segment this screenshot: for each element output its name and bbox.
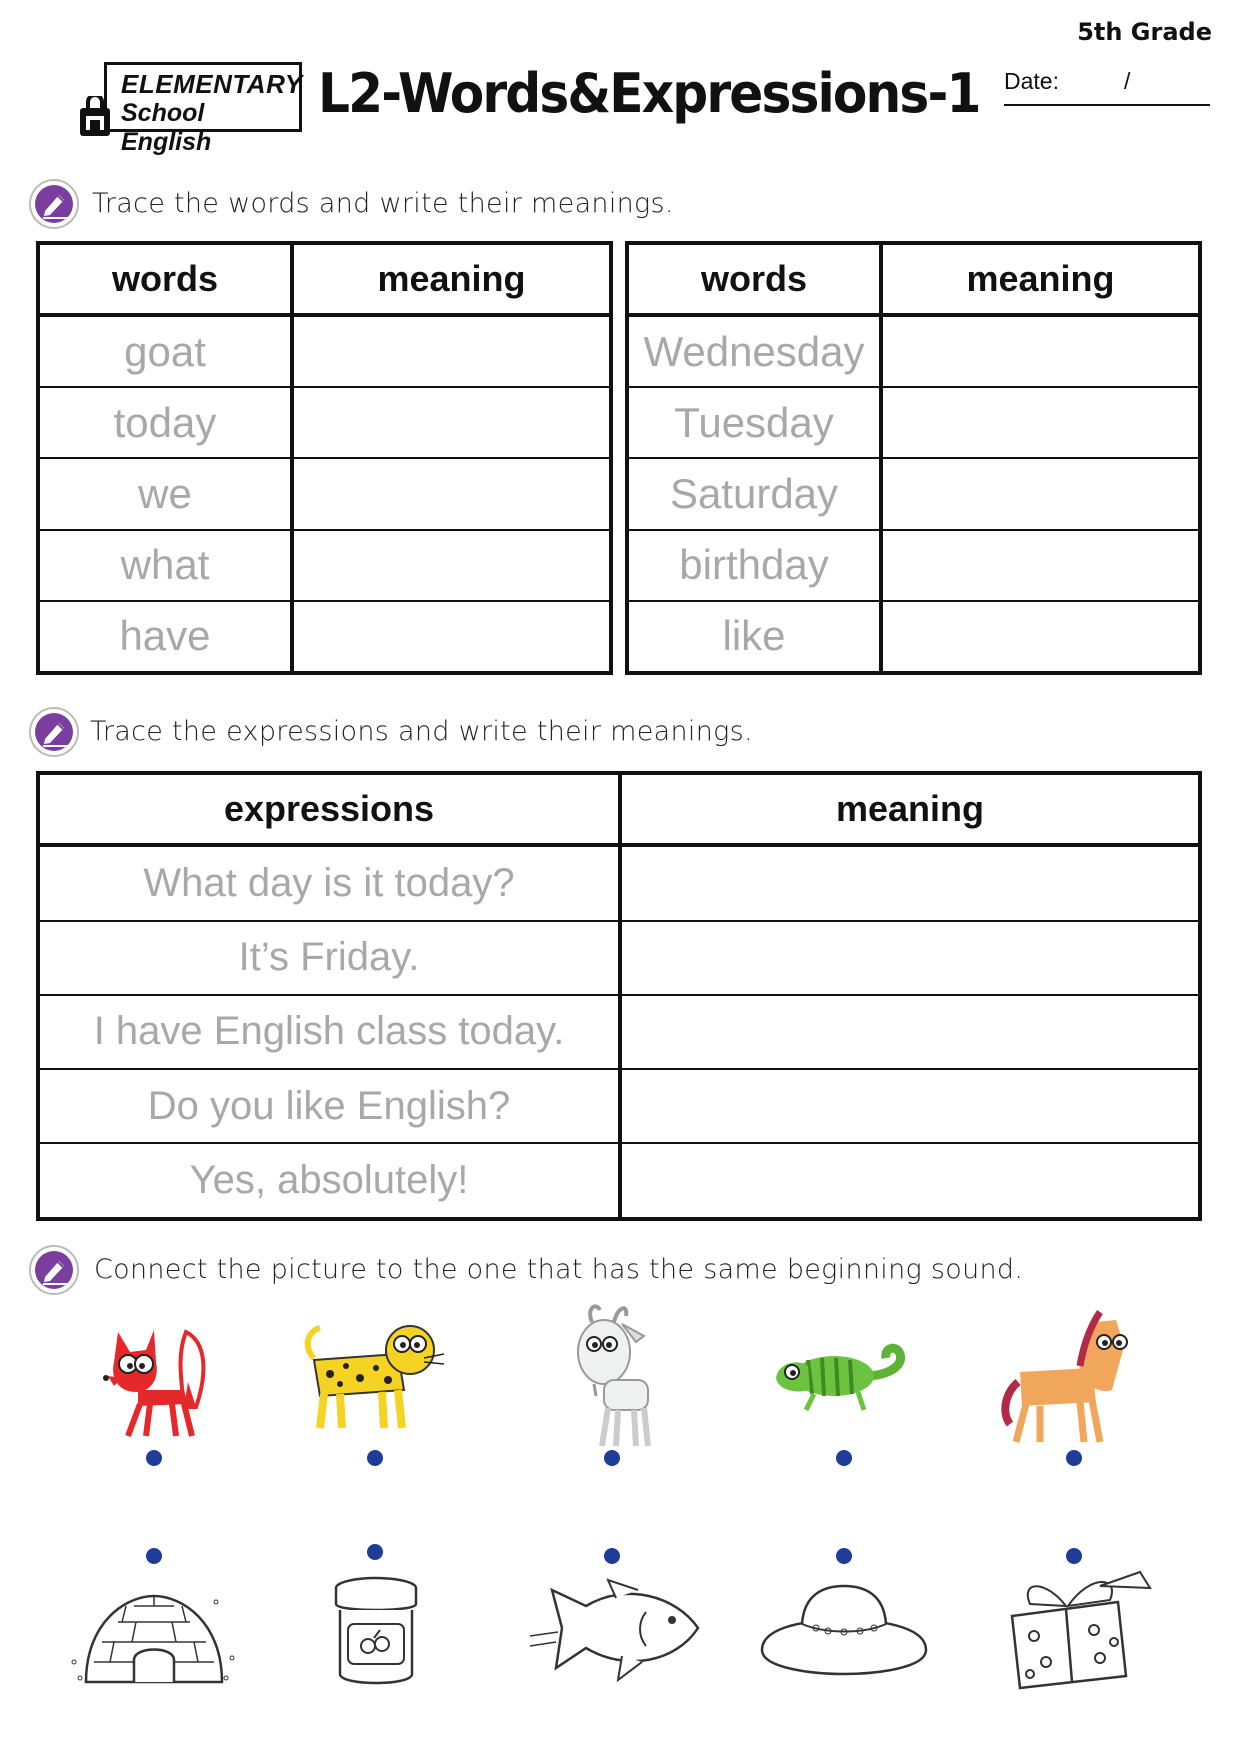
meaning-cell[interactable] xyxy=(292,387,611,458)
pencil-icon xyxy=(28,1244,80,1296)
trace-word: Saturday xyxy=(627,458,881,529)
igloo-picture xyxy=(66,1582,240,1692)
trace-expression: I have English class today. xyxy=(38,995,620,1069)
trace-word: Tuesday xyxy=(627,387,881,458)
fox-picture xyxy=(88,1312,218,1442)
trace-expression: What day is it today? xyxy=(38,845,620,921)
trace-word: Wednesday xyxy=(627,315,881,387)
hat-picture xyxy=(756,1580,932,1676)
trace-word: goat xyxy=(38,315,292,387)
trace-word: have xyxy=(38,601,292,673)
col-words: words xyxy=(38,243,292,315)
connect-dot-bottom[interactable] xyxy=(1066,1548,1082,1564)
meaning-cell[interactable] xyxy=(881,458,1200,529)
date-field-line[interactable] xyxy=(1004,104,1210,106)
school-bag-icon xyxy=(76,96,116,138)
meaning-cell[interactable] xyxy=(881,601,1200,673)
connect-dot-bottom[interactable] xyxy=(604,1548,620,1564)
col-words: words xyxy=(627,243,881,315)
connect-dot-top[interactable] xyxy=(367,1450,383,1466)
leopard-picture xyxy=(300,1318,448,1440)
logo xyxy=(104,62,303,156)
meaning-cell[interactable] xyxy=(620,995,1200,1069)
trace-word: like xyxy=(627,601,881,673)
section1-instruction: Trace the words and write their meanings. xyxy=(92,188,674,219)
gift-picture xyxy=(990,1566,1156,1694)
words-table-right xyxy=(625,241,1202,675)
logo-line2: School English xyxy=(121,99,212,156)
col-meaning: meaning xyxy=(292,243,611,315)
grade-label: 5th Grade xyxy=(1077,18,1212,46)
connect-dot-top[interactable] xyxy=(604,1450,620,1466)
col-expressions: expressions xyxy=(38,773,620,845)
meaning-cell[interactable] xyxy=(881,315,1200,387)
trace-expression: It’s Friday. xyxy=(38,921,620,995)
meaning-cell[interactable] xyxy=(620,845,1200,921)
date-label: Date: xyxy=(1004,68,1059,94)
meaning-cell[interactable] xyxy=(881,387,1200,458)
trace-word: birthday xyxy=(627,530,881,601)
section3-instruction: Connect the picture to the one that has the same beginning sound. xyxy=(94,1254,1024,1285)
meaning-cell[interactable] xyxy=(292,315,611,387)
meaning-cell[interactable] xyxy=(881,530,1200,601)
expressions-table xyxy=(36,771,1202,1221)
connect-dot-top[interactable] xyxy=(1066,1450,1082,1466)
meaning-cell[interactable] xyxy=(620,1069,1200,1143)
page-title: L2-Words&Expressions-1 xyxy=(318,62,980,125)
chameleon-picture xyxy=(768,1336,914,1416)
meaning-cell[interactable] xyxy=(620,921,1200,995)
logo-line1: ELEMENTARY xyxy=(121,69,303,99)
col-meaning: meaning xyxy=(620,773,1200,845)
connect-dot-bottom[interactable] xyxy=(836,1548,852,1564)
trace-word: what xyxy=(38,530,292,601)
trace-expression: Do you like English? xyxy=(38,1069,620,1143)
date-separator: / xyxy=(1124,68,1131,94)
meaning-cell[interactable] xyxy=(292,601,611,673)
horse-picture xyxy=(1000,1302,1140,1452)
connect-dot-top[interactable] xyxy=(146,1450,162,1466)
words-table-left xyxy=(36,241,613,675)
connect-dot-bottom[interactable] xyxy=(367,1544,383,1560)
meaning-cell[interactable] xyxy=(292,458,611,529)
jam-picture xyxy=(330,1574,422,1690)
trace-expression: Yes, absolutely! xyxy=(38,1143,620,1219)
trace-word: today xyxy=(38,387,292,458)
goat-picture xyxy=(552,1300,662,1450)
col-meaning: meaning xyxy=(881,243,1200,315)
fish-picture xyxy=(526,1576,708,1686)
meaning-cell[interactable] xyxy=(292,530,611,601)
connect-dot-bottom[interactable] xyxy=(146,1548,162,1564)
connect-dot-top[interactable] xyxy=(836,1450,852,1466)
pencil-icon xyxy=(28,706,80,758)
meaning-cell[interactable] xyxy=(620,1143,1200,1219)
trace-word: we xyxy=(38,458,292,529)
section2-instruction: Trace the expressions and write their meanings. xyxy=(90,716,753,747)
pencil-icon xyxy=(28,178,80,230)
